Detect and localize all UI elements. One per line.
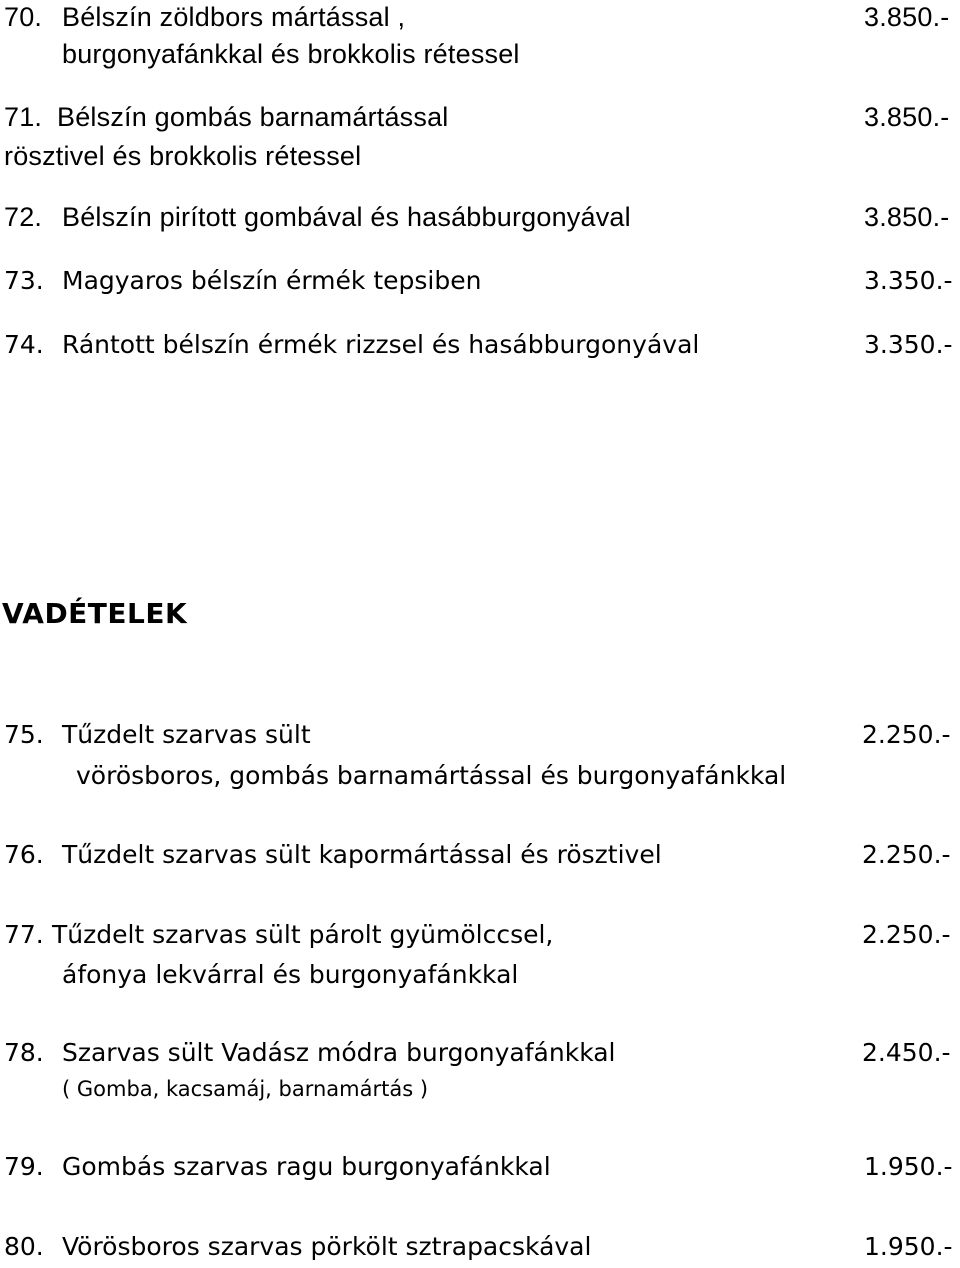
item-price: 2.250.- — [862, 720, 951, 749]
item-price: 1.950.- — [864, 1232, 953, 1261]
item-price: 2.250.- — [862, 840, 951, 869]
item-number: 77. — [4, 920, 44, 949]
item-price: 2.250.- — [862, 920, 951, 949]
item-name: Magyaros bélszín érmék tepsiben — [62, 266, 482, 295]
item-number: 74. — [4, 330, 44, 359]
item-name: Tűzdelt szarvas sült kapormártással és rösztivel — [62, 840, 662, 869]
item-description: rösztivel és brokkolis rétessel — [4, 141, 362, 171]
item-number: 71. — [4, 102, 43, 132]
item-name: Tűzdelt szarvas sült párolt gyümölccsel, — [52, 920, 554, 949]
item-number: 79. — [4, 1152, 44, 1181]
item-price: 3.350.- — [864, 266, 953, 295]
item-name: Bélszín gombás barnamártással — [57, 102, 449, 132]
item-number: 72. — [4, 202, 43, 232]
section-title: VADÉTELEK — [2, 597, 188, 630]
item-price: 3.850.- — [864, 2, 950, 32]
item-number: 73. — [4, 266, 44, 295]
item-name: Bélszín zöldbors mártással , — [62, 2, 406, 32]
item-number: 70. — [4, 2, 43, 32]
item-description: vörösboros, gombás barnamártással és burgonyafánkkal — [76, 761, 787, 790]
item-name: Vörösboros szarvas pörkölt sztrapacskával — [62, 1232, 592, 1261]
item-description: áfonya lekvárral és burgonyafánkkal — [62, 960, 519, 989]
item-name: Rántott bélszín érmék rizzsel és hasábburgonyával — [62, 330, 700, 359]
item-name: Szarvas sült Vadász módra burgonyafánkkal — [62, 1038, 616, 1067]
item-name: Tűzdelt szarvas sült — [62, 720, 311, 749]
item-name: Gombás szarvas ragu burgonyafánkkal — [62, 1152, 551, 1181]
item-name: Bélszín pirított gombával és hasábburgonyával — [62, 202, 631, 232]
item-price: 2.450.- — [862, 1038, 951, 1067]
item-price: 3.850.- — [864, 202, 950, 232]
item-description: ( Gomba, kacsamáj, barnamártás ) — [62, 1077, 429, 1101]
item-price: 1.950.- — [864, 1152, 953, 1181]
item-price: 3.850.- — [864, 102, 950, 132]
item-number: 75. — [4, 720, 44, 749]
item-description: burgonyafánkkal és brokkolis rétessel — [62, 39, 520, 69]
item-number: 76. — [4, 840, 44, 869]
item-number: 78. — [4, 1038, 44, 1067]
item-price: 3.350.- — [864, 330, 953, 359]
item-number: 80. — [4, 1232, 44, 1261]
